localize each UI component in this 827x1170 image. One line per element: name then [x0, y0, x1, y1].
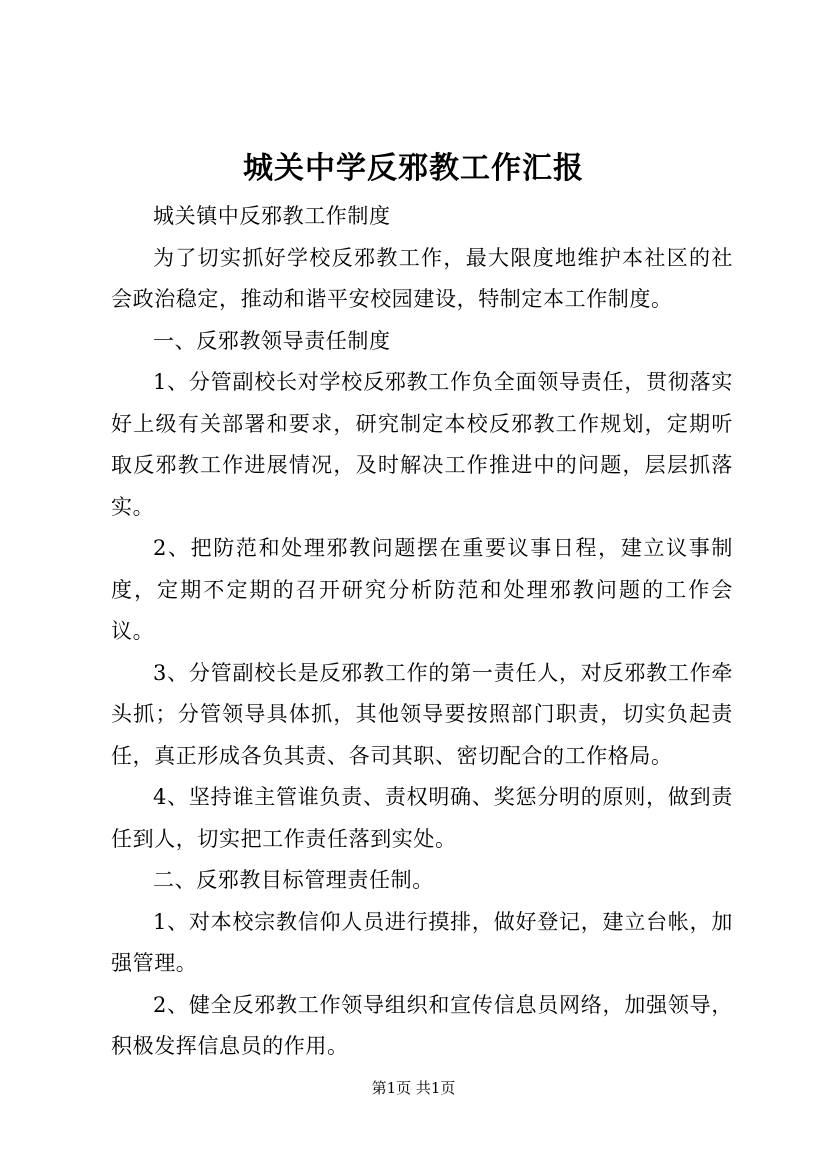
- paragraph-item: 4、坚持谁主管谁负责、责权明确、奖惩分明的原则，做到责任到人，切实把工作责任落到实处。: [111, 785, 733, 851]
- paragraph-subtitle: 城关镇中反邪教工作制度: [153, 204, 391, 228]
- paragraph-intro: 为了切实抓好学校反邪教工作，最大限度地维护本社区的社会政治稳定，推动和谐平安校园建设，特制定本工作制度。: [111, 245, 733, 311]
- section-heading-1: 一、反邪教领导责任制度: [153, 328, 391, 353]
- paragraph-item: 3、分管副校长是反邪教工作的第一责任人，对反邪教工作牵头抓；分管领导具体抓，其他领导要按照部门职责，切实负起责任，真正形成各负其责、各司其职、密切配合的工作格局。: [111, 660, 733, 768]
- document-body: [111, 196, 733, 1068]
- page-footer: 第1页 共1页: [371, 1079, 456, 1097]
- paragraph-item: 2、健全反邪教工作领导组织和宣传信息员网络，加强领导，积极发挥信息员的作用。: [111, 992, 733, 1058]
- paragraph-item: 1、对本校宗教信仰人员进行摸排，做好登记，建立台帐，加强管理。: [111, 909, 733, 975]
- section-heading-2: 二、反邪教目标管理责任制。: [153, 868, 434, 892]
- paragraph-item: 2、把防范和处理邪教问题摆在重要议事日程，建立议事制度，定期不定期的召开研究分析防范和处理邪教问题的工作会议。: [111, 536, 733, 643]
- document-title: 城关中学反邪教工作汇报: [243, 151, 584, 186]
- paragraph-item: 1、分管副校长对学校反邪教工作负全面领导责任，贯彻落实好上级有关部署和要求，研究制定本校反邪教工作规划，定期听取反邪教工作进展情况，及时解决工作推进中的问题，层层抓落实。: [111, 370, 733, 519]
